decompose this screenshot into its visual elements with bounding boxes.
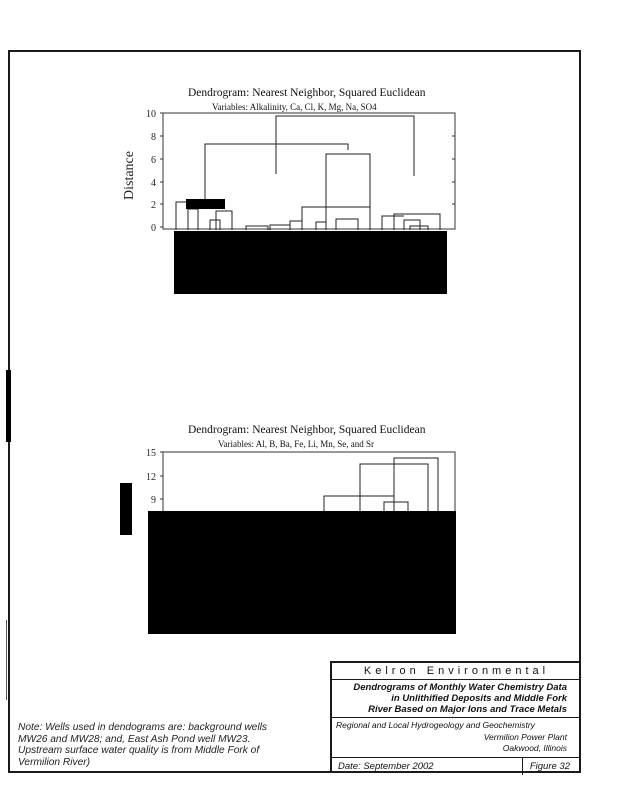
- figure-title: [332, 680, 581, 718]
- chart1-ytick: 6: [151, 155, 156, 166]
- redaction-box: [120, 483, 132, 535]
- chart1-subtitle: Variables: Alkalinity, Ca, Cl, K, Mg, Na, SO4: [212, 102, 377, 112]
- chart2-ytick: 15: [146, 448, 156, 459]
- project-info: [332, 718, 581, 758]
- figure-title-line: River Based on Major Ions and Trace Metals: [368, 704, 567, 715]
- figure-number: Figure 32: [522, 758, 583, 775]
- chart2-plot-area: [163, 452, 455, 512]
- note-line: Upstream surface water quality is from Middle Fork of: [18, 745, 260, 756]
- figure-title-line: in Unlithified Deposits and Middle Fork: [391, 693, 567, 704]
- redaction-box: [148, 511, 456, 634]
- chart1-ylabel: Distance: [122, 151, 137, 200]
- chart1-ytick: 0: [151, 223, 156, 234]
- site-location: Oakwood, Illinois: [502, 743, 567, 753]
- scan-mark: [6, 370, 11, 442]
- chart2-ytick: 9: [151, 495, 156, 506]
- company-name: Kelron Environmental: [332, 663, 581, 680]
- wells-note: [18, 722, 328, 768]
- chart1-ytick: 2: [151, 200, 156, 211]
- project-name: Regional and Local Hydrogeology and Geochemistry: [336, 720, 535, 730]
- chart2-subtitle: Variables: Al, B, Ba, Fe, Li, Mn, Se, and Sr: [218, 439, 374, 449]
- chart1-ytick: 4: [151, 178, 156, 189]
- chart1-ytick: 8: [151, 132, 156, 143]
- scan-mark: [6, 620, 7, 700]
- figure-date: Date: September 2002: [338, 761, 434, 772]
- note-line: Note: Wells used in dendograms are: background wells: [18, 722, 267, 733]
- figure-title-line: Dendrograms of Monthly Water Chemistry Data: [353, 682, 567, 693]
- chart2-title: Dendrogram: Nearest Neighbor, Squared Euclidean: [188, 424, 426, 436]
- note-line: MW26 and MW28; and, East Ash Pond well MW23.: [18, 733, 251, 745]
- note-line: Vermilion River): [18, 756, 91, 768]
- chart1-ytick: 10: [146, 109, 156, 120]
- chart1-title: Dendrogram: Nearest Neighbor, Squared Euclidean: [188, 87, 426, 99]
- title-block: [330, 661, 581, 773]
- chart2-ytick: 12: [146, 472, 156, 483]
- site-name: Vermilion Power Plant: [483, 731, 567, 742]
